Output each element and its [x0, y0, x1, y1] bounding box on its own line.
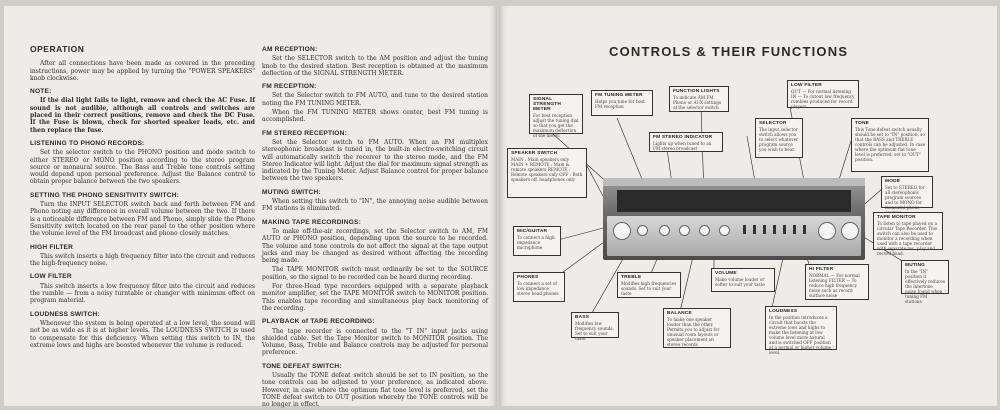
tape-heading: MAKING TAPE RECORDINGS:	[262, 218, 361, 226]
box-speaker-switch: SPEAKER SWITCH MAIN : Main speakers only MAIN + REMOTE : Main & remote speakers REMOTE : Remote speakers only OFF : Both speakers off, headphones only	[507, 148, 587, 198]
fm-stereo-heading: FM STEREO RECEPTION:	[262, 129, 347, 137]
controls-title: CONTROLS & THEIR FUNCTIONS	[609, 44, 849, 59]
box-tape-monitor: TAPE MONITOR To listen to tape played on a circular Tape Recorder. This switch can also be used to monitor a recording when used with a tape recorder with separate rec. play and record head.	[873, 212, 943, 250]
box-function-lights: FUNCTION LIGHTS To indicate AM FM Phono or AUX settings of the selector switch	[669, 86, 729, 112]
receiver-dial-window	[617, 190, 851, 212]
low-filter-text: This switch inserts a low frequency filter into the circuit and reduces the rumble — from a noisy turntable or changer with minimum effect on program material.	[30, 282, 255, 305]
box-volume: VOLUME Make volume louder or softer to suit your taste	[711, 268, 775, 292]
fm-text: Set the Selector switch to FM AUTO, and tune to the desired station noting the FM TUNING METER.	[262, 92, 488, 107]
left-page	[4, 6, 497, 409]
receiver-illustration	[603, 178, 865, 260]
box-phones: PHONES To connect a set of low impedance stereo head phones	[513, 272, 565, 302]
muting-heading: MUTING SWITCH:	[262, 188, 321, 196]
phones-jack	[637, 225, 648, 236]
receiver-top	[603, 178, 865, 186]
tape-text-3: For three-Head type recorders equipped with a separate playback monitor amplifier, set the TAPE MONITOR switch to MONITOR position. This enables tape recording and simultaneous play back monitoring of the recording.	[262, 283, 488, 312]
playback-text: The tape recorder is connected to the "T IN" input jacks using shielded cable. Set the Tape Monitor switch to MONITOR position. The Volume, Bass, Treble and Balance controls may be adjusted for personal preference.	[262, 327, 488, 357]
box-hi-filter: HI FILTER NORMAL — For normal listening FILTER — To reduce high frequency noise such as record surface noise	[805, 264, 869, 300]
tape-text-2: The TAPE MONITOR switch must ordinarily be set to the SOURCE position, so the signal to be recorded can be heard during recording.	[262, 266, 488, 281]
tone-defeat-heading: TONE DEFEAT SWITCH:	[262, 362, 342, 370]
low-filter-switch	[763, 225, 766, 234]
volume-knob	[719, 225, 730, 236]
loudness-heading: LOUDNESS SWITCH:	[30, 310, 100, 318]
sensitivity-text: Turn the INPUT SELECTOR switch back and forth between FM and Phono noting any difference in overall volume between the two. If there is a noticeable difference between FM and Phono, simply slide the Phono Sensitivity switch located on the rear panel to the other position where the volume level of the FM broadcast and phono closely matches.	[30, 201, 255, 238]
fm-text-2: When the FM TUNING METER shows center, best FM tuning is accomplished.	[262, 109, 488, 124]
bass-knob	[659, 225, 670, 236]
box-muting: MUTING In the "IN" position it effectively reduces the intertone noise found when tuning FM stations	[901, 260, 949, 294]
tuning-knob	[841, 222, 859, 240]
box-fm-stereo-indicator: FM STEREO INDICATOR Lights up when tuned to an FM stereo broadcast	[649, 132, 723, 152]
box-mic-guitar: MIC/GUITAR To connect a high impedance microphone	[513, 226, 561, 256]
muting-switch	[803, 225, 806, 234]
phono-text: Set the selector switch to the PHONO position and mode switch to either STEREO or MONO position according to the stereo program source or monaural source. The Bass and Treble tone controls setting would depend upon personal preference. Adjust the Balance control to obtain proper balance between the two speakers.	[30, 149, 255, 186]
tone-defeat-text: Usually the TONE defeat switch should be set to IN position, so the tone controls can be adjusted to your preference, as indicated above. However, in case where the optimum flat tone level is preferred, set the TONE defeat switch to OUT position whereby the TONE controls will be no longer in effect.	[262, 371, 488, 409]
box-tone: TONE This Tone defeat switch usually should be set to "IN" position, so that the BASS and TREBLE controls can be adjusted. In case where the optimum flat tone level is preferred, set to "OUT" position.	[851, 118, 929, 172]
high-filter-heading: HIGH FILTER	[30, 243, 74, 251]
phono-heading: LISTENING TO PHONO RECORDS:	[30, 139, 145, 147]
intro-text: After all connections have been made as covered in the preceding instructions, power may be applied by turning the "POWER SPEAKERS" knob clockwise.	[30, 60, 255, 82]
box-treble: TREBLE Modifies high frequencies sounds. Set to suit your taste	[617, 272, 681, 298]
tone-switch	[773, 225, 776, 234]
sensitivity-heading: SETTING THE PHONO SENSITIVITY SWITCH:	[30, 191, 180, 199]
right-page	[499, 6, 997, 406]
operation-title: OPERATION	[30, 44, 85, 54]
box-loudness: LOUDNESS In the position introduces a circuit that boosts the extreme lows and highs to make the listening at low volume level more natural and is switched OFF position at a normal or higher volume level.	[765, 306, 837, 350]
am-text: Set the SELECTOR switch to the AM position and adjust the tuning knob to the desired station. Best reception is obtained at the maximum deflection of the SIGNAL STRENGTH METER.	[262, 55, 488, 77]
treble-knob	[679, 225, 690, 236]
box-bass: BASS Modifies low frequency sounds. Set to suit your taste	[571, 312, 619, 338]
box-low-filter: LOW FILTER OUT — For normal listening IN — To cutout low frequency rumbles produced for record players	[787, 80, 859, 108]
note-text: If the dial light fails to light, remove and check the AC Fuse. If sound is not audible, although all controls and switches are placed in their correct positions, remove and check the DC Fuse. If the Fuse is blown, check for shorted speaker leads, etc. and then replace the fuse.	[30, 97, 255, 134]
playback-heading: PLAYBACK of TAPE RECORDING:	[262, 318, 375, 326]
box-mode: MODE Set to STEREO for all stereophonic program sources and to MONO for monaural phono	[881, 176, 933, 208]
high-filter-text: This switch inserts a high frequency filter into the circuit and reduces the high-frequency noise.	[30, 252, 255, 268]
box-signal-strength: SIGNAL STRENGTH METER For best reception adjust the tuning dial so that you get the maximum deflection of the meter.	[529, 94, 583, 134]
right-column	[262, 46, 488, 410]
mode-switch	[793, 225, 796, 234]
loudness-switch	[743, 225, 746, 234]
box-fm-tuning-meter: FM TUNING METER Helps you tune for best FM reception	[591, 90, 653, 116]
tape-text: To make off-the-air recordings, set the Selector switch to AM, FM AUTO or PHONO position, depending upon the source to be recorded. The volume and tone controls do not affect the signal at the tape output jacks and may be changed as desired without affecting the recording being made.	[262, 227, 488, 265]
selector-knob	[818, 222, 836, 240]
box-selector: SELECTOR The input selector switch allows you to select whatever program source you wish to hear.	[755, 118, 803, 158]
left-column	[30, 46, 255, 351]
loudness-text: Whenever the system is being operated at a low level, the sound will not be as wide as it is at higher levels. The LOUDNESS SWITCH is used to compensate for this deficiency. When setting this switch to IN, the extreme lows and highs are boosted whenever the volume is reduced.	[30, 319, 255, 349]
power-knob	[613, 222, 631, 240]
balance-knob	[699, 225, 710, 236]
low-filter-heading: LOW FILTER	[30, 273, 72, 281]
fm-heading: FM RECEPTION:	[262, 83, 317, 91]
tape-monitor-switch	[783, 225, 786, 234]
fm-stereo-text: Set the Selector switch to FM AUTO. When an FM multiplex stereophonic broadcast is tuned in, the built-in electro-switching circuit will automatically switch the receiver to the stereo mode, and the FM Stereo Indicator will light. Adjust the dial for maximum signal strength as indicated by the Tuning Meter. Adjust Balance control for proper balance between the two speakers.	[262, 138, 488, 183]
box-balance: BALANCE To make one speaker louder than the other. Permits you to adjust for unusual room layouts or speaker placement on stereo records	[663, 308, 731, 348]
hi-filter-switch	[753, 225, 756, 234]
muting-text: When setting this switch to "IN", the annoying noise audible between FM stations is eliminated.	[262, 198, 488, 213]
am-heading: AM RECEPTION:	[262, 46, 318, 53]
note-heading: NOTE:	[30, 88, 52, 96]
